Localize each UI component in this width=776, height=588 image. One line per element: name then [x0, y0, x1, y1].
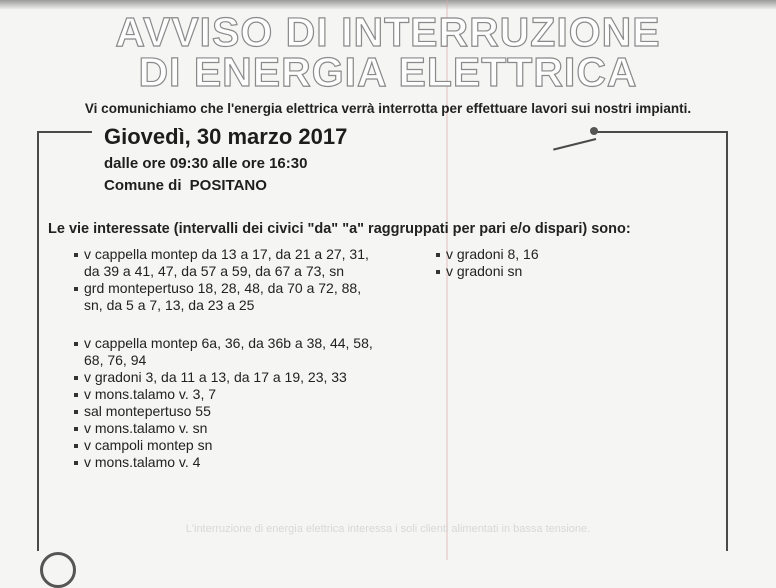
street-item: v mons.talamo v. sn [74, 420, 374, 437]
streets-list-right [436, 246, 636, 280]
outage-hours: dalle ore 09:30 alle ore 16:30 [104, 155, 308, 172]
street-item: v gradoni 8, 16 [436, 246, 636, 263]
notice-title-line1: AVVISO DI INTERRUZIONE [115, 9, 661, 55]
comune-label: Comune di [104, 177, 182, 194]
streets-heading: Le vie interessate (intervalli dei civici "da" "a" raggruppati per pari e/o dispari) sono: [48, 221, 631, 237]
street-item: grd montepertuso 18, 28, 48, da 70 a 72, 88, sn, da 5 a 7, 13, da 23 a 25 [74, 280, 374, 314]
street-item: v cappella montep 6a, 36, da 36b a 38, 44, 58, 68, 76, 94 [74, 335, 374, 369]
street-item: v campoli montep sn [74, 437, 374, 454]
street-item: v gradoni sn [436, 263, 636, 280]
street-item: v mons.talamo v. 4 [74, 454, 374, 471]
outage-comune [104, 177, 267, 194]
street-item: v gradoni 3, da 11 a 13, da 17 a 19, 23, 33 [74, 369, 374, 386]
street-item: sal montepertuso 55 [74, 403, 374, 420]
comune-name: POSITANO [189, 177, 267, 194]
footnote: L'interruzione di energia elettrica interessa i soli clienti alimentati in bassa tensione. [185, 523, 591, 535]
notice-title-line2: DI ENERGIA ELETTRICA [138, 49, 638, 95]
streets-list-left [74, 246, 374, 471]
street-item: v mons.talamo v. 3, 7 [74, 386, 374, 403]
outage-date: Giovedì, 30 marzo 2017 [104, 124, 348, 149]
logo-mark-icon [40, 552, 76, 588]
switch-pivot-icon [590, 127, 598, 135]
street-item: v cappella montep da 13 a 17, da 21 a 27, 31, da 39 a 41, 47, da 57 a 59, da 67 a 73, sn [74, 246, 374, 280]
frame-top-left [37, 131, 92, 133]
frame-top-right [595, 131, 726, 133]
notice-intro: Vi comunichiamo che l'energia elettrica verrà interrotta per effettuare lavori sui nostri impianti. [84, 101, 692, 116]
